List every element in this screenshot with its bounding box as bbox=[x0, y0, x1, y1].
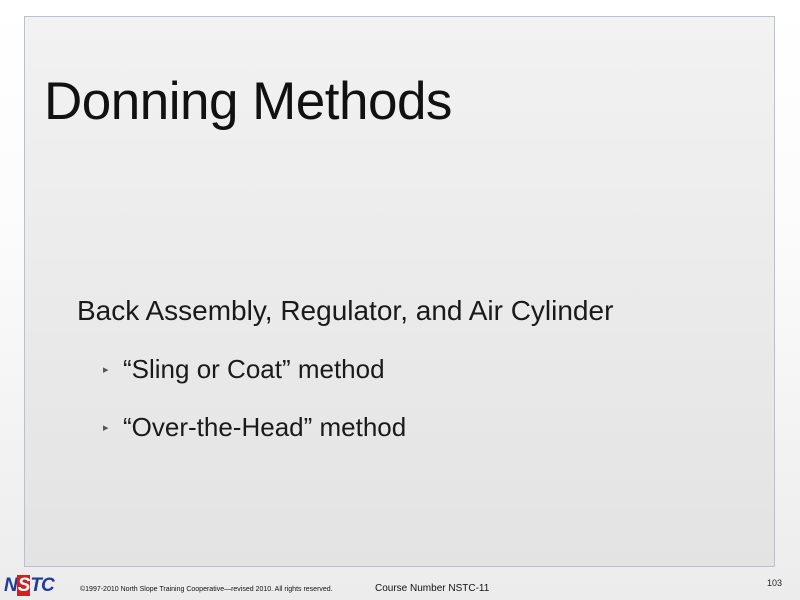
slide-footer bbox=[0, 572, 800, 600]
copyright-text: ©1997-2010 North Slope Training Cooperative—revised 2010. All rights reserved. bbox=[80, 586, 333, 593]
logo-letters-tc: TC bbox=[30, 575, 54, 596]
slide-title: Donning Methods bbox=[44, 72, 452, 131]
bullet-arrow-icon: ▸ bbox=[103, 422, 109, 434]
page-number: 103 bbox=[766, 578, 782, 588]
body-heading: Back Assembly, Regulator, and Air Cylinder bbox=[77, 295, 614, 326]
logo-letter-n: N bbox=[4, 575, 17, 596]
logo-wordmark bbox=[4, 576, 54, 596]
course-number: Course Number NSTC-11 bbox=[375, 583, 490, 594]
list-item bbox=[103, 411, 406, 444]
logo-letter-s: S bbox=[17, 575, 30, 596]
list-item bbox=[103, 353, 385, 386]
nstc-logo bbox=[4, 576, 54, 596]
list-item-label: “Sling or Coat” method bbox=[123, 354, 385, 384]
bullet-arrow-icon: ▸ bbox=[103, 364, 109, 376]
list-item-label: “Over-the-Head” method bbox=[123, 412, 407, 442]
